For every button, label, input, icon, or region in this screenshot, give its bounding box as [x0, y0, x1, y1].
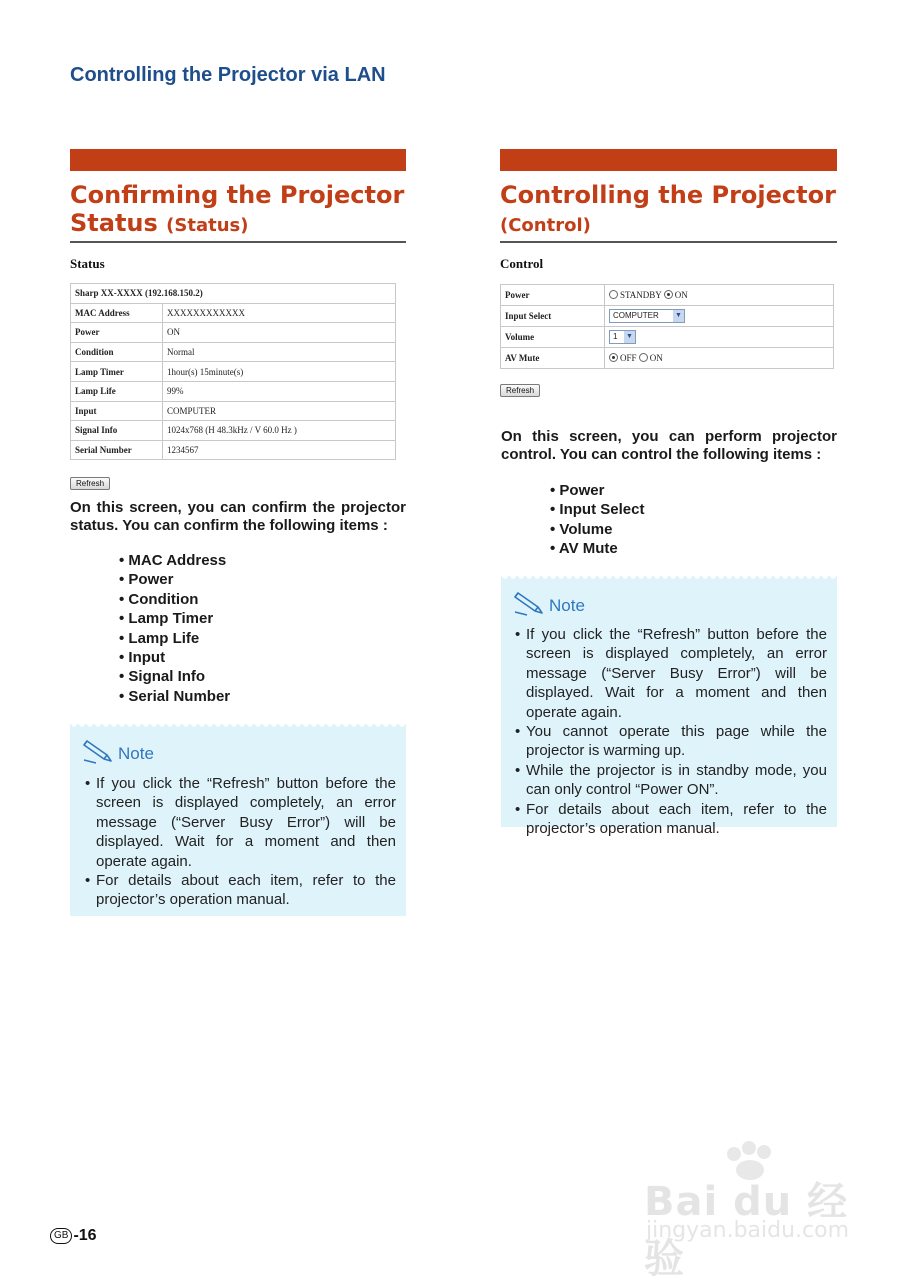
status-row-key: Lamp Life: [71, 381, 163, 401]
status-row-key: Lamp Timer: [71, 362, 163, 382]
note-list-item: • While the projector is in standby mode, you can only control “Power ON”.: [515, 761, 827, 800]
page-number: [50, 1227, 97, 1245]
note-box-edge: [501, 572, 837, 580]
control-table: [500, 284, 834, 369]
status-title-sub: (Status): [166, 215, 249, 236]
control-note-box: [501, 576, 837, 838]
status-table-row: [71, 421, 396, 441]
control-item-list: [550, 481, 644, 559]
power-standby-radio[interactable]: [609, 290, 618, 299]
status-table: [70, 283, 396, 460]
control-intro: On this screen, you can perform projector control. You can control the following items :: [501, 428, 837, 463]
power-standby-label: STANDBY: [620, 290, 662, 300]
control-key-volume: Volume: [501, 327, 605, 348]
control-note-list: [515, 625, 827, 838]
region-badge: GB: [50, 1228, 72, 1244]
note-pencil-icon: [513, 590, 547, 616]
control-refresh-button[interactable]: Refresh: [500, 384, 540, 397]
status-table-row: [71, 440, 396, 460]
status-table-row: [71, 381, 396, 401]
note-list-item: • You cannot operate this page while the projector is warming up.: [515, 722, 827, 761]
control-key-av-mute: AV Mute: [501, 348, 605, 369]
status-row-value: 1234567: [163, 440, 396, 460]
status-row-key: MAC Address: [71, 303, 163, 323]
status-refresh-button[interactable]: Refresh: [70, 477, 110, 490]
section-bar-control: [500, 149, 837, 171]
section-bar-status: [70, 149, 406, 171]
status-list-item: • Condition: [119, 590, 230, 609]
control-input-cell: [605, 306, 834, 327]
control-list-item: • AV Mute: [550, 539, 644, 558]
control-note-title: Note: [549, 596, 585, 615]
status-row-key: Power: [71, 323, 163, 343]
volume-value: 1: [613, 332, 618, 341]
note-list-item: • For details about each item, refer to the projector’s operation manual.: [85, 871, 396, 910]
status-title-main: Confirming the Projector Status: [70, 181, 405, 237]
chevron-down-icon: ▼: [673, 310, 684, 322]
status-list-item: • MAC Address: [119, 551, 230, 570]
control-key-power: Power: [501, 285, 605, 306]
av-mute-off-radio[interactable]: [609, 353, 618, 362]
status-row-value: 1024x768 (H 48.3kHz / V 60.0 Hz ): [163, 421, 396, 441]
status-note-heading: [82, 738, 154, 764]
status-row-key: Signal Info: [71, 421, 163, 441]
control-key-input-select: Input Select: [501, 306, 605, 327]
status-row-key: Input: [71, 401, 163, 421]
status-row-value: ON: [163, 323, 396, 343]
status-device-header: Sharp XX-XXXX (192.168.150.2): [71, 284, 396, 304]
status-screen-label: Status: [70, 256, 105, 271]
status-note-title: Note: [118, 744, 154, 763]
chevron-down-icon: ▼: [624, 331, 635, 343]
status-list-item: • Serial Number: [119, 687, 230, 706]
control-av-mute-options: [605, 348, 834, 369]
input-select-value: COMPUTER: [613, 311, 659, 320]
status-list-item: • Lamp Life: [119, 629, 230, 648]
control-note-heading: [513, 590, 585, 616]
note-box-edge: [70, 720, 406, 728]
status-note-list: [85, 774, 396, 910]
note-list-item: • If you click the “Refresh” button before the screen is displayed completely, an error message (“Server Busy Error”) will be displayed. Wait for a moment and then operate again.: [515, 625, 827, 722]
status-row-value: XXXXXXXXXXXX: [163, 303, 396, 323]
status-list-item: • Power: [119, 570, 230, 589]
status-row-key: Serial Number: [71, 440, 163, 460]
av-mute-on-label: ON: [649, 353, 663, 363]
status-table-row: [71, 323, 396, 343]
status-row-value: Normal: [163, 342, 396, 362]
control-row-av-mute: [501, 348, 834, 369]
control-list-item: • Input Select: [550, 500, 644, 519]
status-list-item: • Input: [119, 648, 230, 667]
control-list-item: • Volume: [550, 520, 644, 539]
status-table-header-row: [71, 284, 396, 304]
status-item-list: [119, 551, 230, 706]
av-mute-on-radio[interactable]: [639, 353, 648, 362]
control-title-main: Controlling the Projector: [500, 181, 836, 209]
status-table-row: [71, 401, 396, 421]
control-list-item: • Power: [550, 481, 644, 500]
note-list-item: • For details about each item, refer to the projector’s operation manual.: [515, 800, 827, 839]
watermark-url: jingyan.baidu.com: [646, 1218, 850, 1243]
status-row-key: Condition: [71, 342, 163, 362]
status-row-value: 1hour(s) 15minute(s): [163, 362, 396, 382]
control-row-input-select: [501, 306, 834, 327]
status-title-rule: [70, 241, 406, 243]
control-power-options: [605, 285, 834, 306]
control-section-title: [500, 181, 837, 240]
note-list-item: • If you click the “Refresh” button before the screen is displayed completely, an error message (“Server Busy Error”) will be displayed. Wait for a moment and then operate again.: [85, 774, 396, 871]
av-mute-off-label: OFF: [620, 353, 637, 363]
status-row-value: COMPUTER: [163, 401, 396, 421]
status-list-item: • Signal Info: [119, 667, 230, 686]
page-title: Controlling the Projector via LAN: [70, 64, 386, 86]
page-number-label: -16: [73, 1227, 97, 1244]
control-row-volume: [501, 327, 834, 348]
status-row-value: 99%: [163, 381, 396, 401]
control-title-rule: [500, 241, 837, 243]
volume-select-dropdown[interactable]: [609, 330, 636, 344]
power-on-radio[interactable]: [664, 290, 673, 299]
status-list-item: • Lamp Timer: [119, 609, 230, 628]
status-intro: On this screen, you can confirm the projector status. You can confirm the following items :: [70, 499, 406, 534]
watermark-brand: Bai du 经验: [644, 1179, 849, 1282]
control-title-sub: (Control): [500, 215, 591, 236]
input-select-dropdown[interactable]: [609, 309, 685, 323]
control-volume-cell: [605, 327, 834, 348]
control-screen-label: Control: [500, 256, 544, 271]
status-section-title: [70, 181, 406, 240]
note-pencil-icon: [82, 738, 116, 764]
status-table-row: [71, 303, 396, 323]
control-row-power: [501, 285, 834, 306]
status-table-row: [71, 342, 396, 362]
status-note-box: [70, 724, 406, 916]
power-on-label: ON: [674, 290, 688, 300]
watermark: [642, 1140, 857, 1282]
status-table-row: [71, 362, 396, 382]
